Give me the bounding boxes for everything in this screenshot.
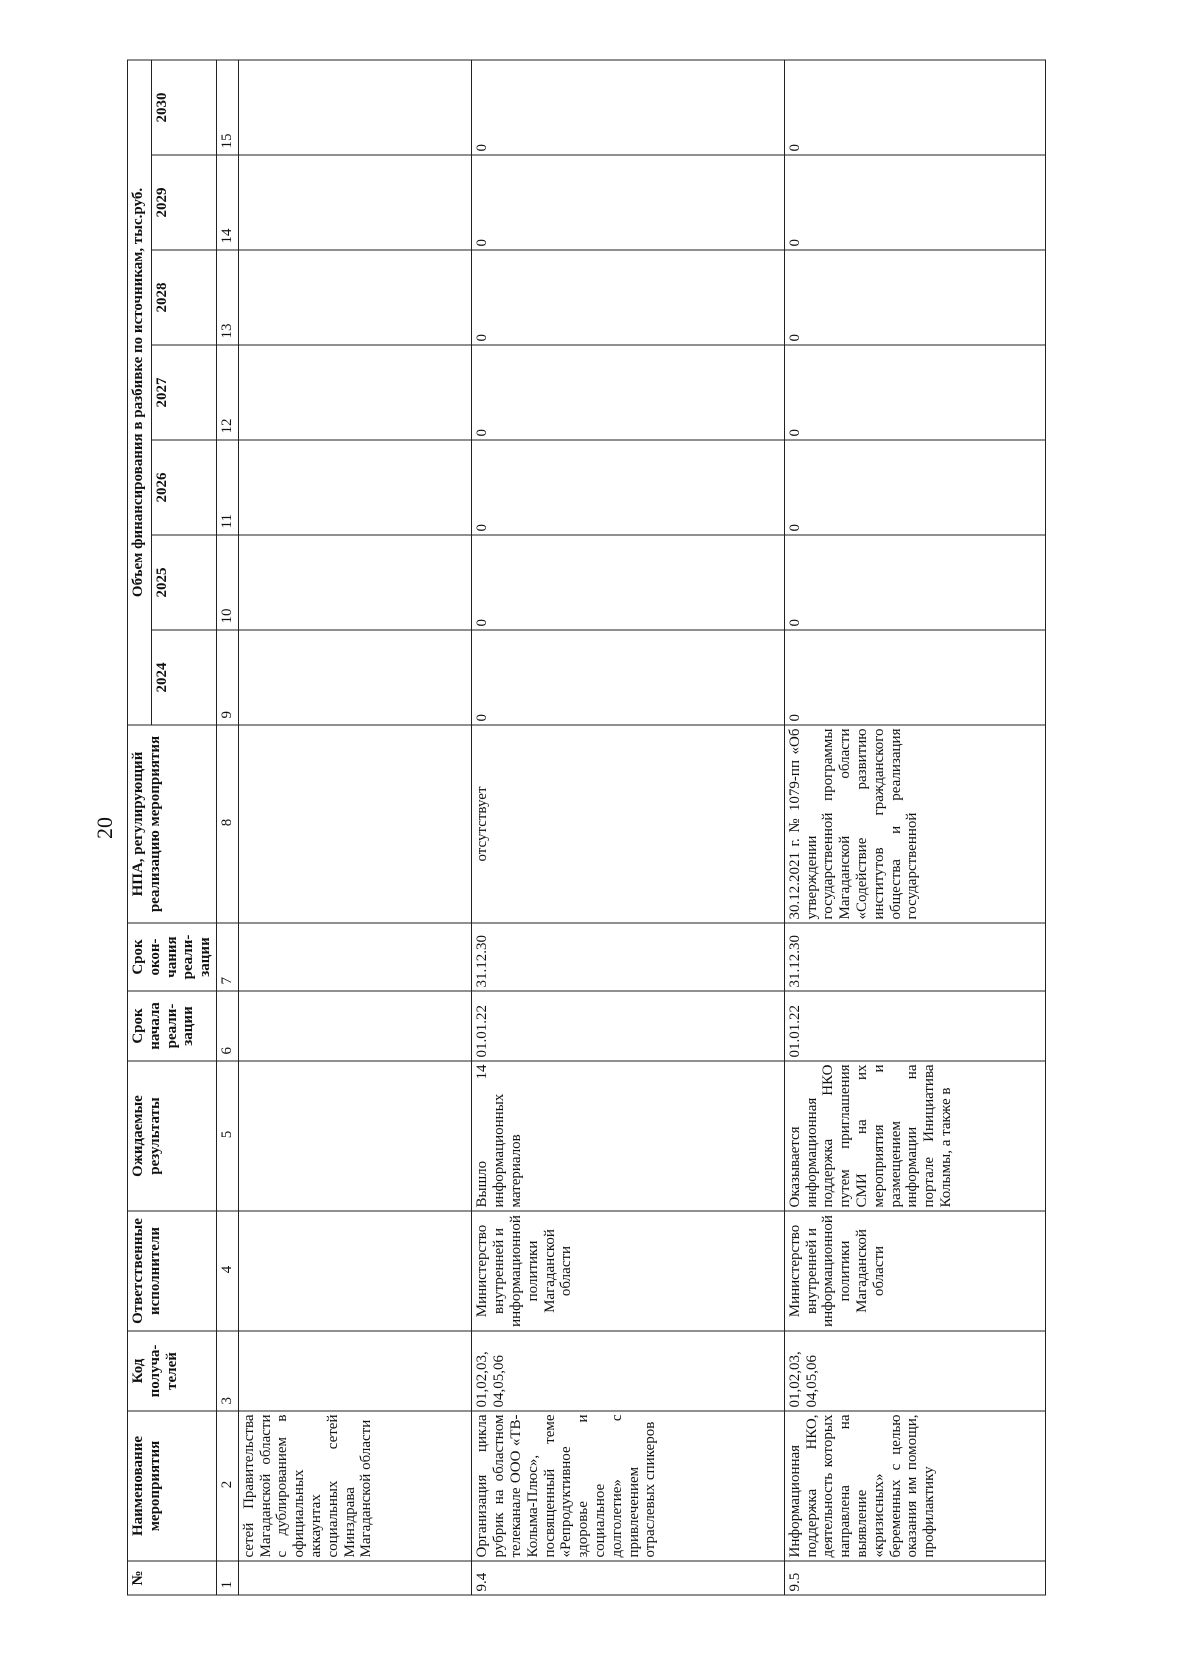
column-number: 2 [216,1411,238,1561]
column-number: 14 [216,155,238,250]
table-row [238,60,472,1595]
row-value [238,345,472,440]
column-number: 12 [216,345,238,440]
row-value: 0 [472,630,784,725]
row-value [238,60,472,155]
row-num [238,1561,472,1595]
row-executors [238,1211,472,1331]
row-value: 0 [784,535,1045,630]
row-value [238,155,472,250]
row-num: 9.4 [472,1561,784,1595]
header-npa: НПА, регулирующий реализацию мероприятия [128,725,217,923]
row-npa [238,725,472,923]
row-executors: Министерство внутренней и информационной политики Магаданской области [472,1211,784,1331]
row-start: 01.01.22 [472,991,784,1061]
column-number: 9 [216,630,238,725]
row-name: сетей Правительства Магаданской области с дублированием в официальных аккаунтах социальных сетей Минздрава Магаданской области [238,1411,472,1561]
header-code: Код получа-телей [128,1331,217,1411]
column-number: 15 [216,60,238,155]
row-value: 0 [784,60,1045,155]
row-results: Вышло 14 информационных материалов [472,1061,784,1211]
column-number: 11 [216,440,238,535]
row-start: 01.01.22 [784,991,1045,1061]
column-number: 7 [216,923,238,991]
header-year: 2030 [152,60,217,155]
rotated-sheet [127,61,1037,1596]
row-value: 0 [472,155,784,250]
row-value: 0 [784,630,1045,725]
table-row [784,60,1045,1595]
row-value [238,250,472,345]
row-value: 0 [472,535,784,630]
header-financing: Объем финансирования в разбивке по источникам, тыс.руб. [128,60,152,725]
header-executors: Ответственные исполнители [128,1211,217,1331]
column-number: 13 [216,250,238,345]
column-number: 8 [216,725,238,923]
page-number: 20 [92,817,117,839]
column-number: 1 [216,1561,238,1595]
row-name: Организация цикла рубрик на областном телеканале ООО «ТВ- Колыма-Плюс», посвященный теме «Репродуктивное здоровье и социальное долголетие» с привлечением отраслевых спикеров [472,1411,784,1561]
header-results: Ожидаемые результаты [128,1061,217,1211]
row-results [238,1061,472,1211]
row-value: 0 [472,250,784,345]
row-value: 0 [472,345,784,440]
row-results: Оказывается информационная поддержка НКО путем приглашения СМИ на их мероприятия и размещением информации на портале Инициатива Колымы, а также в [784,1061,1045,1211]
header-name: Наименование мероприятия [128,1411,217,1561]
header-year: 2027 [152,345,217,440]
row-npa: отсутствует [472,725,784,923]
row-value: 0 [784,440,1045,535]
header-year: 2025 [152,535,217,630]
column-number: 6 [216,991,238,1061]
row-value: 0 [784,250,1045,345]
column-number: 10 [216,535,238,630]
column-number: 3 [216,1331,238,1411]
row-npa: 30.12.2021 г. № 1079-пп «Об утверждении государственной программы Магаданской области «Содействие развитию институтов гражданского общества и реализация государственной [784,725,1045,923]
table-row [472,60,784,1595]
row-name: Информационная поддержка НКО, деятельность которых направлена на выявление «кризисных» беременных с целью оказания им помощи, профилактику [784,1411,1045,1561]
row-executors: Министерство внутренней и информационной политики Магаданской области [784,1211,1045,1331]
row-value [238,440,472,535]
column-number: 5 [216,1061,238,1211]
header-year: 2029 [152,155,217,250]
row-value [238,535,472,630]
row-num: 9.5 [784,1561,1045,1595]
row-value: 0 [784,345,1045,440]
header-year: 2026 [152,440,217,535]
row-value: 0 [472,60,784,155]
header-year: 2028 [152,250,217,345]
activities-table [127,60,1046,1596]
row-code [238,1331,472,1411]
row-value: 0 [784,155,1045,250]
column-number: 4 [216,1211,238,1331]
row-start [238,991,472,1061]
row-end: 31.12.30 [472,923,784,991]
header-start: Срок начала реали-зации [128,991,217,1061]
row-end [238,923,472,991]
header-year: 2024 [152,630,217,725]
column-numbers-row [216,60,238,1595]
row-code: 01,02,03, 04,05,06 [784,1331,1045,1411]
header-end: Срок окон-чания реали-зации [128,923,217,991]
row-value [238,630,472,725]
row-value: 0 [472,440,784,535]
header-num: № [128,1561,217,1595]
row-end: 31.12.30 [784,923,1045,991]
row-code: 01,02,03, 04,05,06 [472,1331,784,1411]
